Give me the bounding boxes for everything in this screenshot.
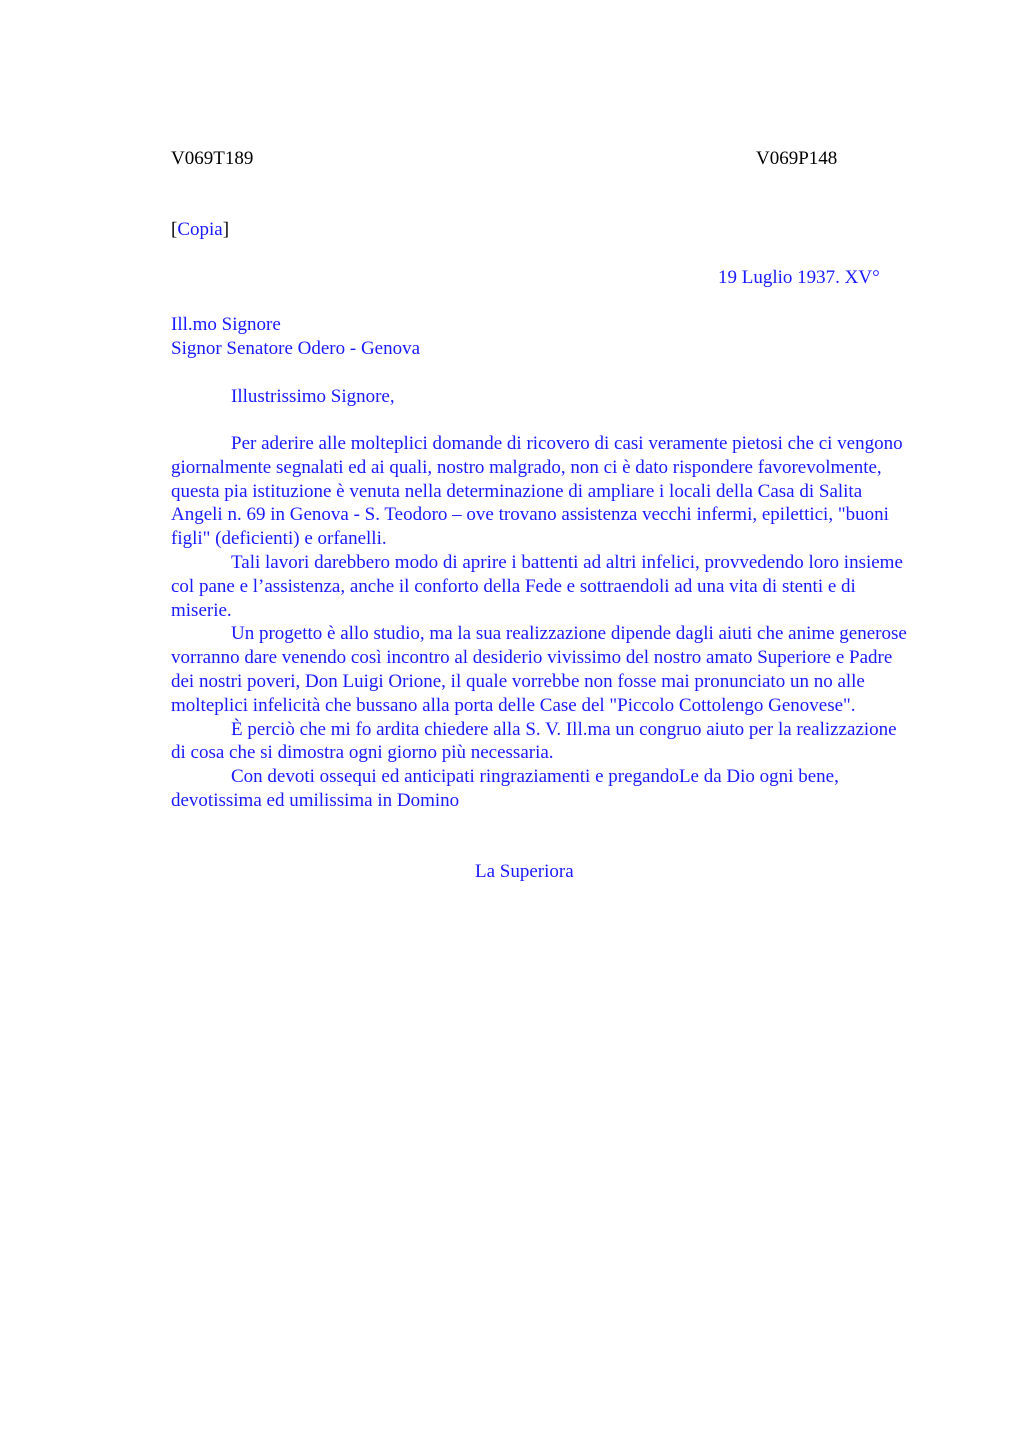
addressee-line-2: Signor Senatore Odero - Genova [171,337,421,359]
copy-label: Copia [177,219,223,240]
body-paragraph: Con devoti ossequi ed anticipati ringraziamenti e pregandoLe da Dio ogni bene, devotissima ed umilissima in Domino [171,766,839,811]
body-paragraph: È perciò che mi fo ardita chiedere alla S. V. Ill.ma un congruo aiuto per la realizzazione di cosa che si dimostra ogni giorno più necessaria. [171,718,897,764]
addressee-block [171,313,420,361]
letter-date: 19 Luglio 1937. XV° [718,267,880,288]
copy-bracket-close: ] [222,219,230,240]
archive-reference-left: V069T189 [171,148,254,169]
copy-marker [171,218,229,242]
copy-bracket-open: [ [171,219,178,240]
letter-body [171,432,916,813]
signature: La Superiora [475,861,574,882]
body-paragraph: Per aderire alle molteplici domande di ricovero di casi veramente pietosi che ci vengono giornalmente segnalati ed ai quali, nostro malgrado, non ci è dato rispondere favorevolmente, questa pia istituzione è venuta nella determinazione di ampliare i locali della Casa di Salita Angeli n. 69 in Genova - S. Teodoro – ove trovano assistenza vecchi infermi, epilettici, "buoni figli" (deficienti) e orfanelli. [171,433,903,550]
body-paragraph: Tali lavori darebbero modo di aprire i battenti ad altri infelici, provvedendo loro insieme col pane e l’assistenza, anche il conforto della Fede e sottraendoli ad una vita di stenti e di miserie. [171,551,903,621]
salutation: Illustrissimo Signore, [231,386,395,407]
archive-reference-right: V069P148 [756,148,838,169]
addressee-line-1: Ill.mo Signore [171,314,281,335]
body-paragraph: Un progetto è allo studio, ma la sua realizzazione dipende dagli aiuti che anime generose vorranno dare venendo così incontro al desiderio vivissimo del nostro amato Superiore e Padre dei nostri poveri, Don Luigi Orione, il quale vorrebbe non fosse mai pronunciato un no alle molteplici infelicità che bussano alla porta delle Case del "Piccolo Cottolengo Genovese". [171,623,907,716]
